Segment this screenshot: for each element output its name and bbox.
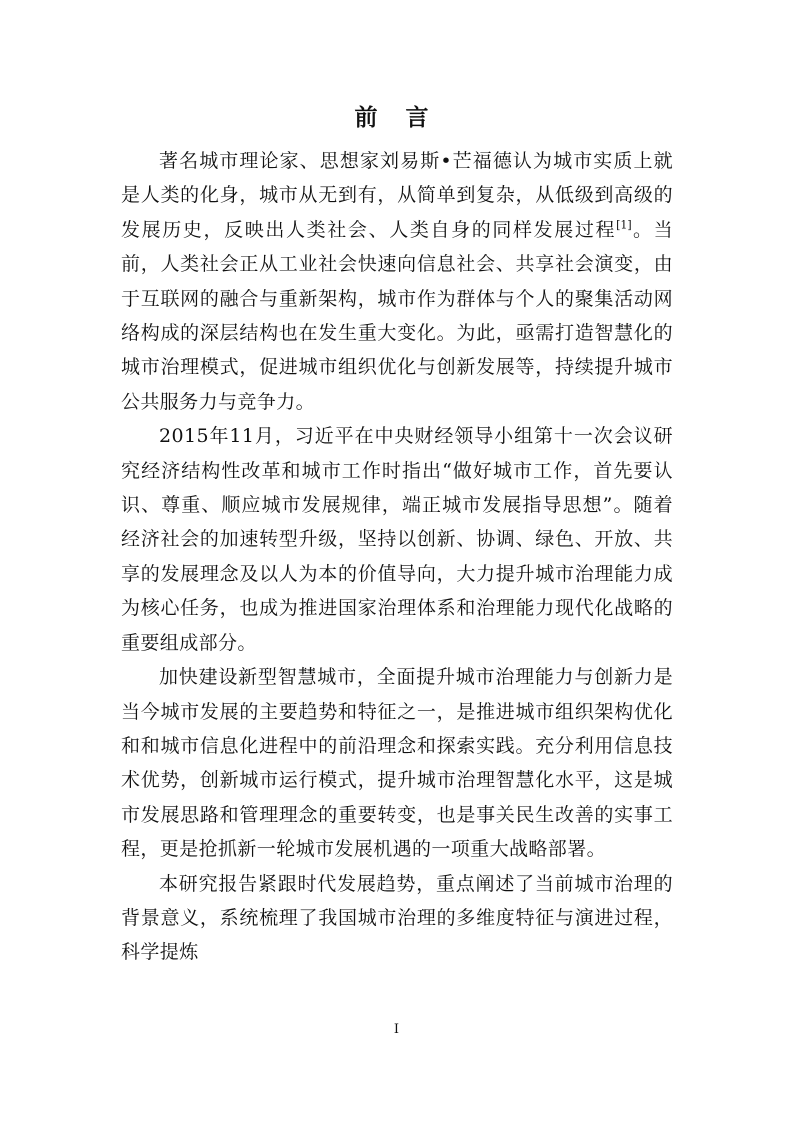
paragraph-1-text-continued: 。当前，人类社会正从工业社会快速向信息社会、共享社会演变，由于互联网的融合与重新架构，城市作为群体与个人的聚集活动网络构成的深层结构也在发生重大变化。为此，亟需打造智慧化的城市治理模式，促进城市组织优化与创新发展等，持续提升城市公共服务力与竞争力。: [121, 218, 673, 413]
paragraph-3: 加快建设新型智慧城市，全面提升城市治理能力与创新力是当今城市发展的主要趋势和特征之一，是推进城市组织架构优化和和城市信息化进程中的前沿理念和探索实践。充分利用信息技术优势，创新城市运行模式，提升城市治理智慧化水平，这是城市发展思路和管理理念的重要转变，也是事关民生改善的实事工程，更是抢抓新一轮城市发展机遇的一项重大战略部署。: [121, 666, 673, 861]
paragraph-1-text: 著名城市理论家、思想家刘易斯•芒福德认为城市实质上就是人类的化身，城市从无到有，从简单到复杂，从低级到高级的发展历史，反映出人类社会、人类自身的同样发展过程: [121, 150, 673, 241]
citation-reference[interactable]: [1]: [616, 218, 632, 232]
paragraph-2: 2015年11月，习近平在中央财经领导小组第十一次会议研究经济结构性改革和城市工作时指出“做好城市工作，首先要认识、尊重、顺应城市发展规律，端正城市发展指导思想”。随着经济社会的加速转型升级，坚持以创新、协调、绿色、开放、共享的发展理念及以人为本的价值导向，大力提升城市治理能力成为核心任务，也成为推进国家治理体系和治理能力现代化战略的重要组成部分。: [121, 425, 673, 654]
paragraph-4: 本研究报告紧跟时代发展趋势，重点阐述了当前城市治理的背景意义，系统梳理了我国城市治理的多维度特征与演进过程，科学提炼: [121, 872, 673, 964]
body-text: [121, 144, 673, 970]
paragraph-1: [121, 144, 673, 419]
page-title: 前 言: [354, 104, 439, 131]
page-number: I: [393, 1022, 400, 1037]
